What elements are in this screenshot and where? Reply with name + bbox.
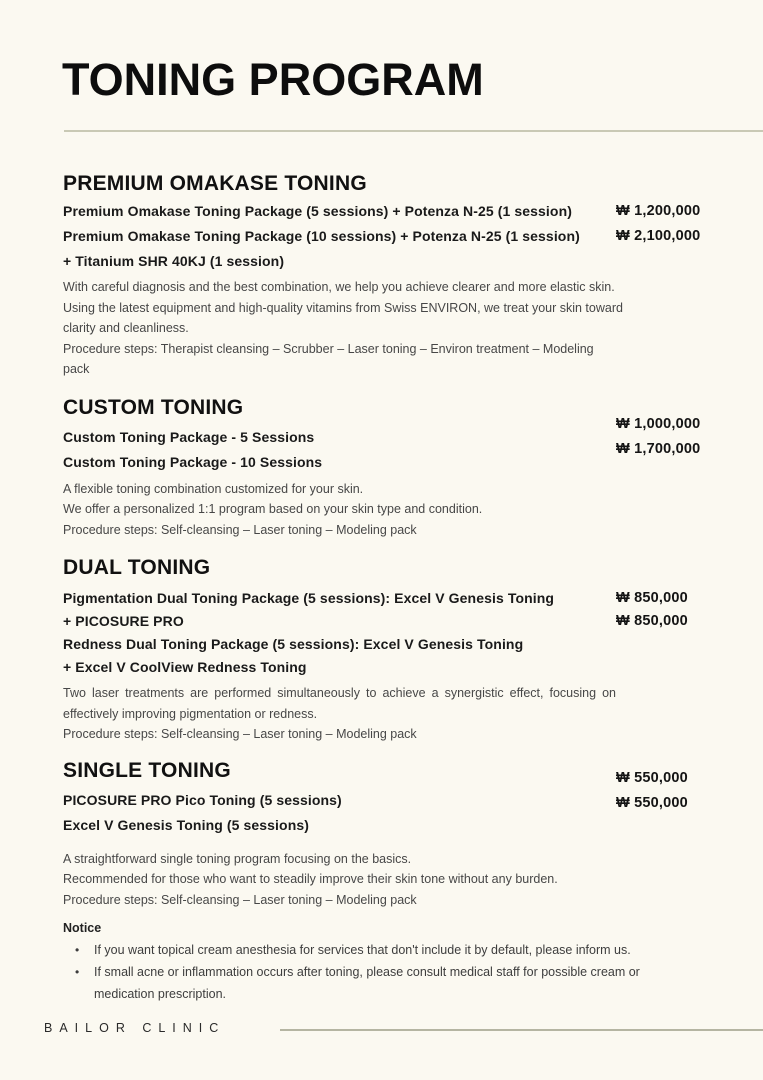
price-value: ₩ 1,700,000 <box>616 440 701 457</box>
section-description <box>63 683 623 745</box>
section-premium-omakase-toning <box>63 171 763 380</box>
section-items <box>63 199 763 274</box>
section-description <box>63 849 623 911</box>
notice-list <box>63 939 763 1005</box>
price-column <box>616 199 700 249</box>
price-column <box>616 766 688 816</box>
package-item: + PICOSURE PRO <box>63 613 184 629</box>
price-value: ₩ 550,000 <box>616 794 688 811</box>
clinic-brand: BAILOR CLINIC <box>44 1021 226 1035</box>
description-line: Using the latest equipment and high-quality vitamins from Swiss ENVIRON, we treat your skin toward clarity and cleanliness. <box>63 300 623 335</box>
notice-section <box>63 919 763 1005</box>
package-item: PICOSURE PRO Pico Toning (5 sessions) <box>63 791 342 808</box>
description-line: With careful diagnosis and the best combination, we help you achieve clearer and more elastic skin. <box>63 280 615 294</box>
procedure-steps: Procedure steps: Self-cleansing – Laser toning – Modeling pack <box>63 727 417 741</box>
section-heading: SINGLE TONING <box>63 758 231 782</box>
package-item: + Titanium SHR 40KJ (1 session) <box>63 253 285 269</box>
package-item: Pigmentation Dual Toning Package (5 sessions): Excel V Genesis Toning <box>63 590 555 606</box>
section-items <box>63 415 763 475</box>
procedure-steps: Procedure steps: Self-cleansing – Laser toning – Modeling pack <box>63 892 417 907</box>
package-item: Custom Toning Package - 5 Sessions <box>63 428 315 445</box>
package-item: Premium Omakase Toning Package (10 sessions) + Potenza N-25 (1 session) <box>63 228 580 244</box>
section-heading: CUSTOM TONING <box>63 395 244 419</box>
price-value: ₩ 850,000 <box>616 613 688 629</box>
procedure-steps: Procedure steps: Self-cleansing – Laser toning – Modeling pack <box>63 522 417 537</box>
description-line: A straightforward single toning program focusing on the basics. <box>63 851 412 866</box>
price-value: ₩ 1,000,000 <box>616 415 701 432</box>
section-description <box>63 479 623 541</box>
section-items <box>63 587 763 679</box>
notice-item <box>63 961 694 1005</box>
package-item: Premium Omakase Toning Package (5 sessions) + Potenza N-25 (1 session) <box>63 203 572 219</box>
description-line: Two laser treatments are performed simultaneously to achieve a synergistic effect, focusing on effectively improving pigmentation or redness. <box>63 686 616 721</box>
description-line: A flexible toning combination customized for your skin. <box>63 481 364 496</box>
notice-item-text: If small acne or inflammation occurs after toning, please consult medical staff for possible cream or medication prescription. <box>94 965 640 1001</box>
bullet-icon: • <box>75 943 80 957</box>
price-value: ₩ 850,000 <box>616 590 688 606</box>
bullet-icon: • <box>75 965 80 979</box>
page-title: TONING PROGRAM <box>62 54 484 105</box>
description-line: We offer a personalized 1:1 program based on your skin type and condition. <box>63 502 483 516</box>
price-value: ₩ 2,100,000 <box>616 228 701 244</box>
section-heading: DUAL TONING <box>63 556 211 579</box>
title-divider <box>64 130 763 132</box>
price-value: ₩ 550,000 <box>616 769 688 786</box>
notice-item <box>63 939 694 961</box>
package-item: + Excel V CoolView Redness Toning <box>63 659 307 675</box>
price-column <box>616 412 700 462</box>
footer-divider <box>280 1029 763 1031</box>
package-item: Excel V Genesis Toning (5 sessions) <box>63 816 309 833</box>
page-content <box>63 168 763 1005</box>
price-value: ₩ 1,200,000 <box>616 203 701 219</box>
notice-title: Notice <box>63 921 102 935</box>
section-description <box>63 277 623 380</box>
package-item: Custom Toning Package - 10 Sessions <box>63 453 323 470</box>
description-line: Recommended for those who want to steadily improve their skin tone without any burden. <box>63 872 558 886</box>
price-column <box>616 587 688 633</box>
section-heading: PREMIUM OMAKASE TONING <box>63 172 367 195</box>
section-custom-toning <box>63 395 763 541</box>
section-dual-toning <box>63 555 763 745</box>
notice-item-text: If you want topical cream anesthesia for services that don't include it by default, please inform us. <box>94 943 631 957</box>
section-single-toning <box>63 758 763 911</box>
procedure-steps: Procedure steps: Therapist cleansing – Scrubber – Laser toning – Environ treatment – Modeling pack <box>63 341 594 376</box>
package-item: Redness Dual Toning Package (5 sessions): Excel V Genesis Toning <box>63 636 524 652</box>
